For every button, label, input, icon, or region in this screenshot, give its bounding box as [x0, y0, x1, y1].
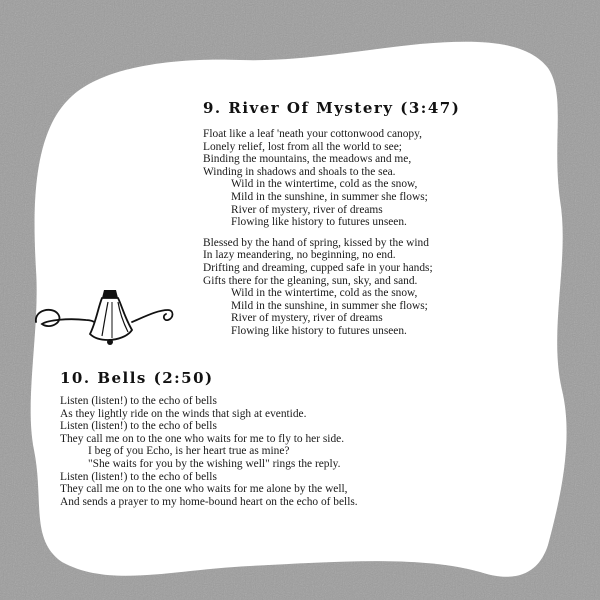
bell-illustration: [28, 280, 178, 350]
lyrics-bells: [60, 395, 358, 508]
lyric-line: As they lightly ride on the winds that sigh at eventide.: [60, 407, 307, 420]
lyric-line: And sends a prayer to my home-bound heart on the echo of bells.: [60, 495, 358, 508]
song-title-bells: 10. Bells (2:50): [60, 369, 214, 387]
lyric-line: Mild in the sunshine, in summer she flows;: [231, 190, 428, 203]
lyric-line: Winding in shadows and shoals to the sea.: [203, 165, 396, 178]
lyric-line: Mild in the sunshine, in summer she flows;: [231, 299, 428, 312]
lyric-line: Binding the mountains, the meadows and me,: [203, 153, 412, 166]
lyric-line: Drifting and dreaming, cupped safe in your hands;: [203, 261, 433, 274]
lyric-line: River of mystery, river of dreams: [231, 312, 383, 325]
lyric-line: Listen (listen!) to the echo of bells: [60, 470, 217, 483]
lyric-line: Wild in the wintertime, cold as the snow,: [231, 287, 418, 300]
lyric-line: They call me on to the one who waits for me to fly to her side.: [60, 432, 345, 445]
lyric-line: Wild in the wintertime, cold as the snow,: [231, 178, 418, 191]
song-title-river-of-mystery: 9. River Of Mystery (3:47): [203, 99, 461, 117]
lyric-line: "She waits for you by the wishing well" rings the reply.: [88, 457, 341, 470]
lyrics-river-of-mystery: [203, 128, 433, 338]
lyric-line: Blessed by the hand of spring, kissed by the wind: [203, 236, 429, 249]
lyric-line: They call me on to the one who waits for me alone by the well,: [60, 483, 348, 496]
lyric-line: In lazy meandering, no beginning, no end.: [203, 249, 396, 262]
lyric-line: Listen (listen!) to the echo of bells: [60, 420, 217, 433]
lyric-line: I beg of you Echo, is her heart true as mine?: [88, 445, 290, 458]
lyric-line: River of mystery, river of dreams: [231, 203, 383, 216]
lyric-line: Flowing like history to futures unseen.: [231, 216, 407, 229]
lyric-line: Listen (listen!) to the echo of bells: [60, 395, 217, 407]
lyric-line: Gifts there for the gleaning, sun, sky, and sand.: [203, 274, 418, 287]
lyric-line: Float like a leaf 'neath your cottonwood canopy,: [203, 128, 422, 140]
lyric-line: Flowing like history to futures unseen.: [231, 324, 407, 337]
lyric-line: Lonely relief, lost from all the world to see;: [203, 140, 402, 153]
